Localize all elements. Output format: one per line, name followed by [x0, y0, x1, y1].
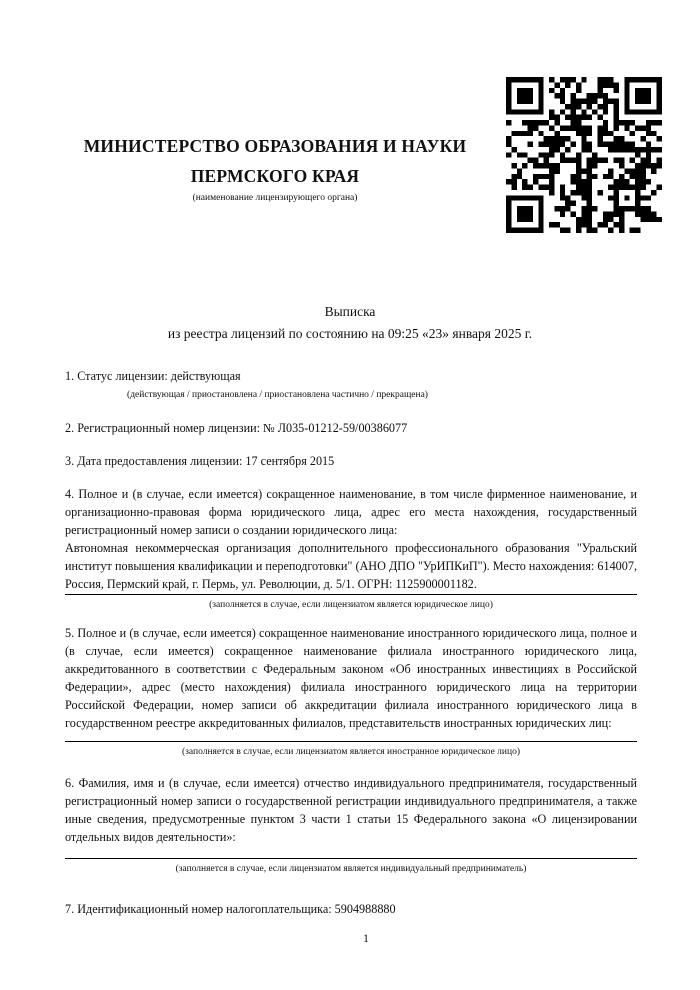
- fill-in-line: [65, 594, 637, 595]
- item-6-individual-entrepreneur: [65, 774, 637, 875]
- legal-entity-caption: (заполняется в случае, если лицензиатом является юридическое лицо): [209, 600, 493, 610]
- foreign-entity-label: 5. Полное и (в случае, если имеется) сокращенное наименование иностранного юридического лица, полное и (в случае, если имеется) сокращенное наименование филиала иностранного юридического лица, аккредитованного в соответствии с Федеральным законом «Об иностранных инвестициях в Российской Федерации», адрес (место нахождения) филиала иностранного юридического лица на территории Российской Федерации, номер записи об аккредитации филиала иностранного юридического лица в государственном реестре аккредитованных филиалов, представительств иностранных юридических лиц:: [65, 626, 637, 730]
- licensing-authority-header: [65, 131, 485, 204]
- item-7-taxpayer-number: [65, 900, 637, 918]
- license-status-text: 1. Статус лицензии: действующая: [65, 369, 241, 383]
- grant-date-text: 3. Дата предоставления лицензии: 17 сентября 2015: [65, 454, 335, 468]
- registration-number-text: 2. Регистрационный номер лицензии: № Л035-01212-59/00386077: [65, 421, 408, 435]
- item-1-license-status: [65, 367, 637, 401]
- item-5-foreign-entity: [65, 624, 637, 758]
- org-name-caption: (наименование лицензирующего органа): [192, 193, 358, 203]
- taxpayer-number-text: 7. Идентификационный номер налогоплательщика: 5904988880: [65, 902, 396, 916]
- title-line: Выписка: [324, 304, 376, 319]
- page-number: 1: [363, 931, 369, 945]
- fill-in-line: [65, 858, 637, 859]
- entrepreneur-label: 6. Фамилия, имя и (в случае, если имеется) отчество индивидуального предпринимателя, государственный регистрационный номер записи о государственной регистрации индивидуального предпринимателя, а также иные сведения, предусмотренные пунктом 3 части 1 статьи 15 Федерального закона «О лицензировании отдельных видов деятельности»:: [65, 776, 637, 844]
- title-subtitle: из реестра лицензий по состоянию на 09:25 «23» января 2025 г.: [167, 326, 533, 341]
- item-4-legal-entity: [65, 485, 637, 611]
- org-name-line-2: ПЕРМСКОГО КРАЯ: [190, 166, 360, 186]
- fill-in-line: [65, 741, 637, 742]
- entrepreneur-caption: (заполняется в случае, если лицензиатом является индивидуальный предприниматель): [175, 864, 527, 874]
- legal-entity-value: Автономная некоммерческая организация дополнительного профессионального образования "Уральский институт повышения квалификации и переподготовки" (АНО ДПО "УрИПКиП"). Место нахождения: 614007, Россия, Пермский край, г. Пермь, ул. Революции, д. 5/1. ОГРН: 1125900001182.: [65, 541, 637, 591]
- item-2-registration-number: [65, 419, 637, 437]
- foreign-entity-caption: (заполняется в случае, если лицензиатом является иностранное юридическое лицо): [182, 747, 520, 757]
- status-options-caption: (действующая / приостановлена / приостановлена частично / прекращена): [127, 390, 428, 400]
- document-title: [64, 301, 636, 345]
- legal-entity-label: 4. Полное и (в случае, если имеется) сокращенное наименование, в том числе фирменное наименование, и организационно-правовая форма юридического лица, адрес его места нахождения, государственный регистрационный номер записи о создании юридического лица:: [65, 487, 637, 537]
- qr-code: [506, 77, 662, 233]
- org-name-line-1: МИНИСТЕРСТВО ОБРАЗОВАНИЯ И НАУКИ: [83, 136, 467, 156]
- item-3-grant-date: [65, 452, 637, 470]
